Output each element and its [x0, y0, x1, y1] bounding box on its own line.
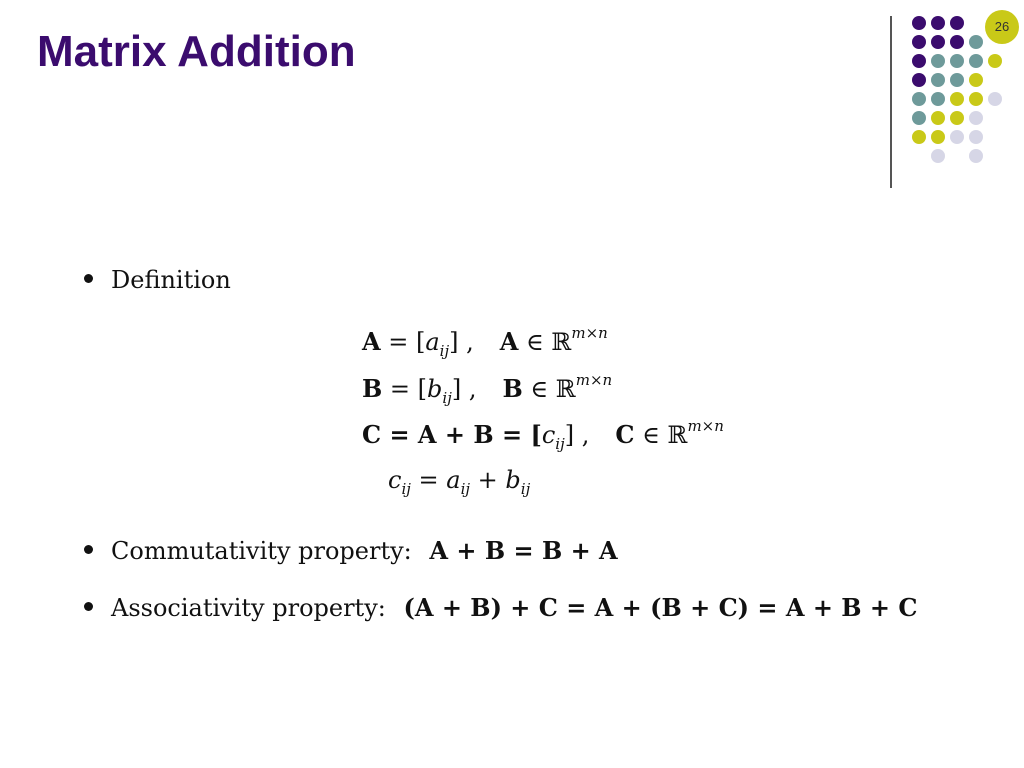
commutativity-equation: A + B = B + A	[429, 536, 618, 565]
slide-title: Matrix Addition	[37, 27, 356, 76]
equation-elementwise-sum: $c_{ij} = a_{ij} + b_{ij}$	[388, 466, 531, 498]
bullet-dot	[84, 602, 93, 611]
page-number-badge: 26	[985, 10, 1019, 44]
commutativity-label: Commutativity property:	[111, 537, 412, 565]
bullet-definition	[84, 265, 231, 295]
bullet-commutativity	[84, 536, 618, 566]
equation-b-definition: $B = [b_{ij}]$ , B ∈ ℝ$^{m\times n}$	[362, 371, 613, 407]
bullet-dot	[84, 274, 93, 283]
associativity-label: Associativity property:	[111, 594, 386, 622]
definition-label: Definition	[111, 266, 231, 294]
associativity-equation: (A + B) + C = A + (B + C) = A + B + C	[403, 593, 918, 622]
equation-a-definition: $A = [a_{ij}]$ , A ∈ ℝ$^{m\times n}$	[362, 324, 608, 360]
bullet-dot	[84, 545, 93, 554]
bullet-associativity	[84, 593, 918, 623]
equation-c-definition: $C = A + B = [c_{ij}]$ , C ∈ ℝ$^{m\times n}$	[362, 417, 724, 453]
